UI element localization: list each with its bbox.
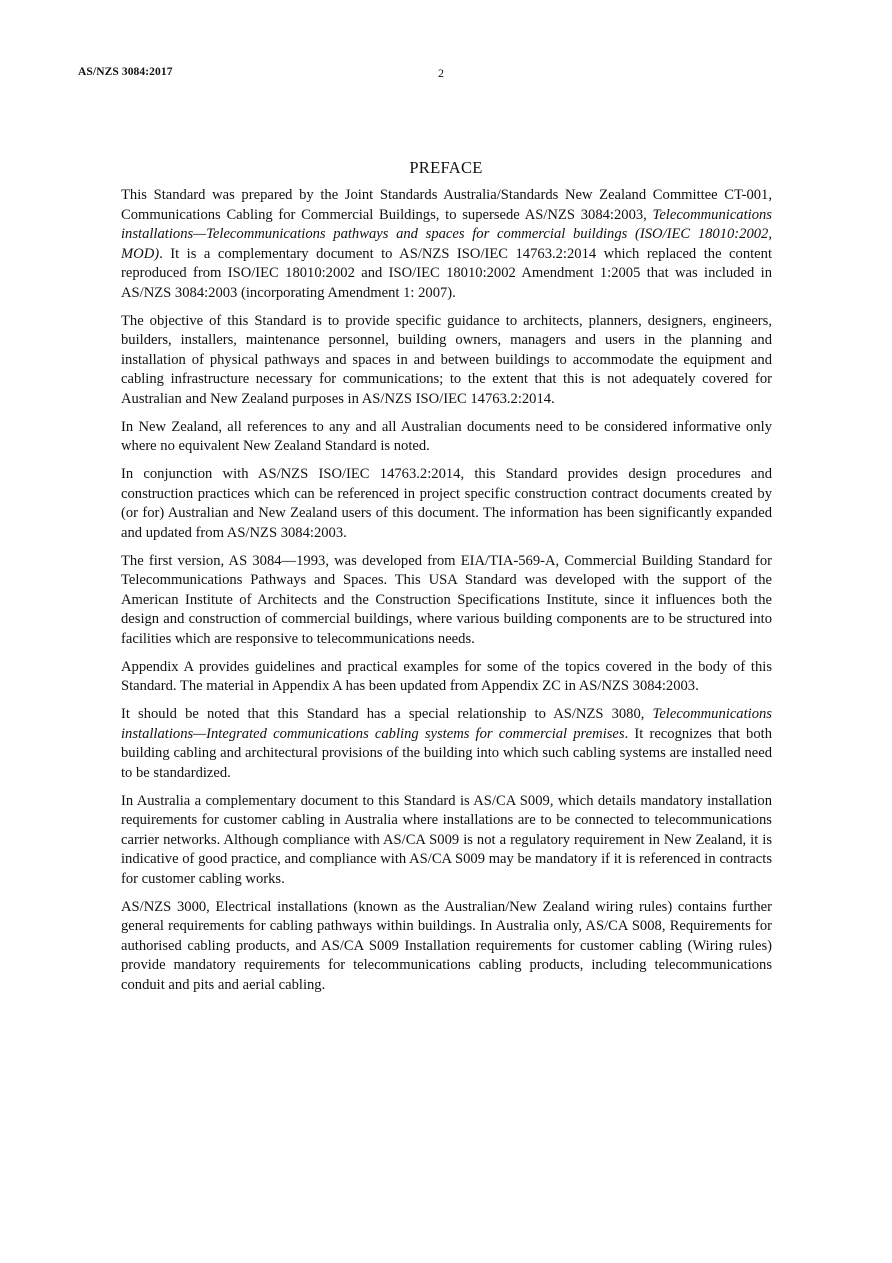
paragraph-text: In New Zealand, all references to any and all Australian documents need to be considered informative only where no equivalent New Zealand Standard is noted. <box>121 418 772 454</box>
preface-paragraph <box>121 418 772 457</box>
paragraph-text: This Standard was prepared by the Joint Standards Australia/Standards New Zealand Committee CT-001, Communications Cabling for Commercial Buildings, to supersede AS/NZS 3084:2003, <box>121 187 772 223</box>
paragraph-text: The first version, AS 3084—1993, was developed from EIA/TIA-569-A, Commercial Building Standard for Telecommunications Pathways and Spaces. This USA Standard was developed with the support of the American Institute of Architects and the Construction Specifications Institute, since it influences both the design and construction of commercial buildings, where various building components are to be structured into facilities which are responsive to telecommunications needs. <box>121 552 772 647</box>
page-number: 2 <box>438 66 444 80</box>
paragraph-text: AS/NZS 3000, Electrical installations (known as the Australian/New Zealand wiring rules) contains further general requirements for cabling pathways within buildings. In Australia only, AS/CA S008, Requirements for authorised cabling products, and AS/CA S009 Installation requirements for customer cabling (Wiring rules) provide mandatory requirements for telecommunications cabling products, including telecommunications conduit and pits and aerial cabling. <box>121 898 772 993</box>
page-header <box>78 66 814 84</box>
preface-paragraph <box>121 465 772 543</box>
preface-paragraph <box>121 705 772 783</box>
paragraph-text: . It recognizes that both building cabling and architectural provisions of the building into which such cabling systems are installed need to be standardized. <box>121 725 772 781</box>
paragraph-text: Appendix A provides guidelines and practical examples for some of the topics covered in the body of this Standard. The material in Appendix A has been updated from Appendix ZC in AS/NZS 3084:2003. <box>121 658 772 694</box>
preface-paragraph <box>121 186 772 303</box>
paragraph-text: . It is a complementary document to AS/NZS ISO/IEC 14763.2:2014 which replaced the content reproduced from ISO/IEC 18010:2002 and ISO/IEC 18010:2002 Amendment 1:2005 that was included in AS/NZS 3084:2003 (incorporating Amendment 1: 2007). <box>121 245 772 301</box>
paragraph-text: The objective of this Standard is to provide specific guidance to architects, planners, designers, engineers, builders, installers, maintenance personnel, building owners, managers and users in the planning and installation of physical pathways and spaces in and between buildings to accommodate the equipment and cabling infrastructure necessary for communications; to the extent that this is not adequately covered for Australian and New Zealand purposes in AS/NZS ISO/IEC 14763.2:2014. <box>121 312 772 407</box>
paragraph-text: In conjunction with AS/NZS ISO/IEC 14763.2:2014, this Standard provides design procedures and construction practices which can be referenced in project specific construction contract documents created by (or for) Australian and New Zealand users of this document. The information has been significantly expanded and updated from AS/NZS 3084:2003. <box>121 466 772 541</box>
italic-title-text: Telecommunications installations—Telecommunications pathways and spaces for commercial buildings (ISO/IEC 18010:2002, MOD) <box>121 206 772 262</box>
page-title: PREFACE <box>409 158 483 177</box>
paragraph-text: It should be noted that this Standard has a special relationship to AS/NZS 3080, <box>121 706 653 722</box>
preface-paragraph <box>121 658 772 697</box>
preface-paragraph <box>121 898 772 996</box>
document-id: AS/NZS 3084:2017 <box>78 66 173 78</box>
preface-body <box>121 186 772 1004</box>
preface-paragraph <box>121 792 772 890</box>
italic-title-text: Telecommunications installations—Integrated communications cabling systems for commercial premises <box>121 706 772 742</box>
preface-paragraph <box>121 312 772 410</box>
preface-paragraph <box>121 552 772 650</box>
paragraph-text: In Australia a complementary document to this Standard is AS/CA S009, which details mandatory installation requirements for customer cabling in Australia where installations are to be connected to telecommunications carrier networks. Although compliance with AS/CA S009 is not a regulatory requirement in New Zealand, it is indicative of good practice, and compliance with AS/CA S009 may be mandatory if it is referenced in contracts for customer cabling works. <box>121 792 772 887</box>
